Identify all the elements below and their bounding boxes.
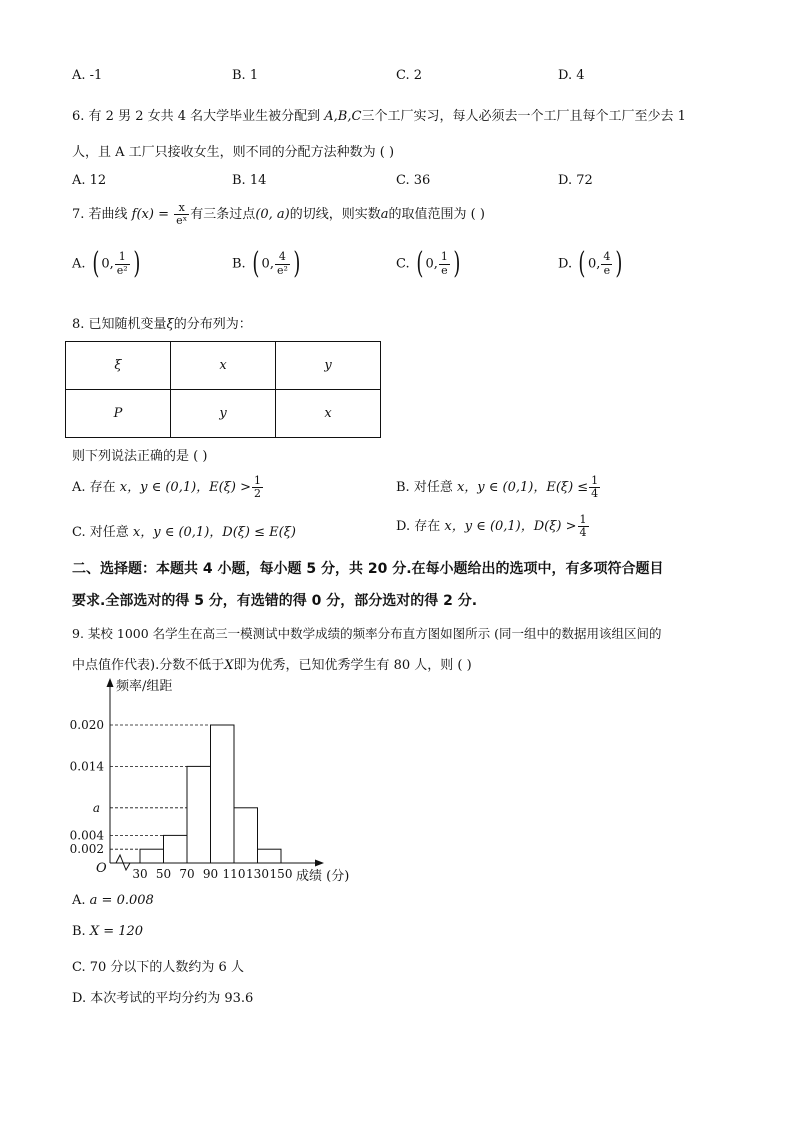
y-tick-label: 0.002 (69, 842, 104, 857)
y-tick-label: 0.014 (69, 759, 104, 774)
section2-line1: 二、选择题：本题共 4 小题，每小题 5 分，共 20 分.在每小题给出的选项中，有多项符合题目 (72, 561, 664, 577)
q6-option-d: D. 72 (558, 173, 593, 188)
y-axis-arrow (107, 678, 114, 687)
q8-stem: 8. 已知随机变量ξ的分布列为： (72, 317, 252, 332)
section2-line2: 要求.全部选对的得 5 分，有选错的得 0 分，部分选对的得 2 分. (72, 593, 478, 609)
y-tick-label: 0.020 (69, 718, 104, 732)
x-axis-arrow (315, 860, 324, 867)
origin-label: O (96, 861, 107, 876)
q7-option-a: A. ( 0, $\frac{1}{\text{e²}}$ ) (72, 246, 141, 281)
distribution-table (65, 341, 381, 438)
q8-option-c: C. 对任意 x，y ∈ (0,1)，D(ξ) ≤ E(ξ) (72, 525, 296, 540)
x-tick-label: 130 (246, 867, 269, 881)
q6-option-a: A. 12 (72, 173, 107, 188)
frequency-histogram (60, 674, 360, 886)
histogram-bar (234, 808, 258, 863)
q5-option-b: B. 1 (232, 68, 259, 83)
q7-option-d: D. ( 0, $\frac{4}{e}$ ) (558, 246, 623, 281)
q8-question: 则下列说法正确的是 ( ) (72, 449, 208, 464)
x-tick-label: 70 (179, 867, 195, 881)
q6-line2: 人，且 A 工厂只接收女生，则不同的分配方法种数为 ( ) (72, 145, 395, 160)
x-tick-label: 110 (222, 867, 246, 881)
table-cell: ξ (66, 342, 171, 390)
table-cell: y (171, 390, 276, 438)
x-tick-label: 50 (155, 867, 172, 881)
table-cell: y (276, 342, 381, 390)
q9-option-d: D. 本次考试的平均分约为 93.6 (72, 991, 254, 1006)
q6-option-b: B. 14 (232, 173, 267, 188)
table-row (66, 342, 381, 390)
x-tick-label: 90 (202, 867, 219, 881)
q9-option-c: C. 70 分以下的人数约为 6 人 (72, 960, 244, 975)
q9-option-b: B. X = 120 (72, 924, 144, 939)
y-tick-label: a (92, 800, 100, 815)
x-tick-label: 30 (132, 867, 148, 881)
q8-option-d: D. 存在 x，y ∈ (0,1)，D(ξ) > $\frac{1}{4}$ (396, 513, 587, 540)
q7-option-b: B. ( 0, $\frac{4}{\text{e²}}$ ) (232, 246, 301, 281)
q9-line1: 9. 某校 1000 名学生在高三一模测试中数学成绩的频率分布直方图如图所示 (同一组中的数据用该组区间的 (72, 626, 662, 641)
histogram-bar (258, 849, 282, 863)
q9-line2: 中点值作代表).分数不低于X即为优秀，已知优秀学生有 80 人，则 ( ) (72, 658, 472, 673)
q5-option-d: D. 4 (558, 68, 585, 83)
y-axis-title: 频率/组距 (116, 679, 173, 694)
histogram-bar (211, 725, 235, 863)
histogram-bar (140, 849, 164, 863)
x-axis-title: 成绩 (分) (296, 869, 350, 884)
table-row (66, 390, 381, 438)
y-tick-label: 0.004 (69, 828, 104, 843)
table-cell: P (66, 390, 171, 438)
q7-option-c: C. ( 0, $\frac{1}{e}$ ) (396, 246, 461, 281)
q6-line1: 6. 有 2 男 2 女共 4 名大学毕业生被分配到 A,B,C三个工厂实习，每人必须去一个工厂且每个工厂至少去 1 (72, 109, 686, 124)
q9-option-a: A. a = 0.008 (72, 893, 154, 908)
q8-option-a: A. 存在 x，y ∈ (0,1)，E(ξ) > $\frac{1}{2}$ (72, 474, 261, 501)
histogram-bar (187, 766, 211, 863)
histogram-bar (164, 835, 188, 863)
x-tick-label: 150 (269, 867, 293, 881)
q7-stem: 7. 若曲线 f(x) = $\frac{x}{\text{eˣ}}$ 有三条过点(0, a)的切线，则实数a的取值范围为 ( ) (72, 201, 485, 228)
q6-option-c: C. 36 (396, 173, 431, 188)
table-cell: x (171, 342, 276, 390)
q8-option-b: B. 对任意 x，y ∈ (0,1)，E(ξ) ≤ $\frac{1}{4}$ (396, 474, 599, 501)
q5-option-c: C. 2 (396, 68, 423, 83)
table-cell: x (276, 390, 381, 438)
q5-option-a: A. -1 (72, 68, 103, 83)
